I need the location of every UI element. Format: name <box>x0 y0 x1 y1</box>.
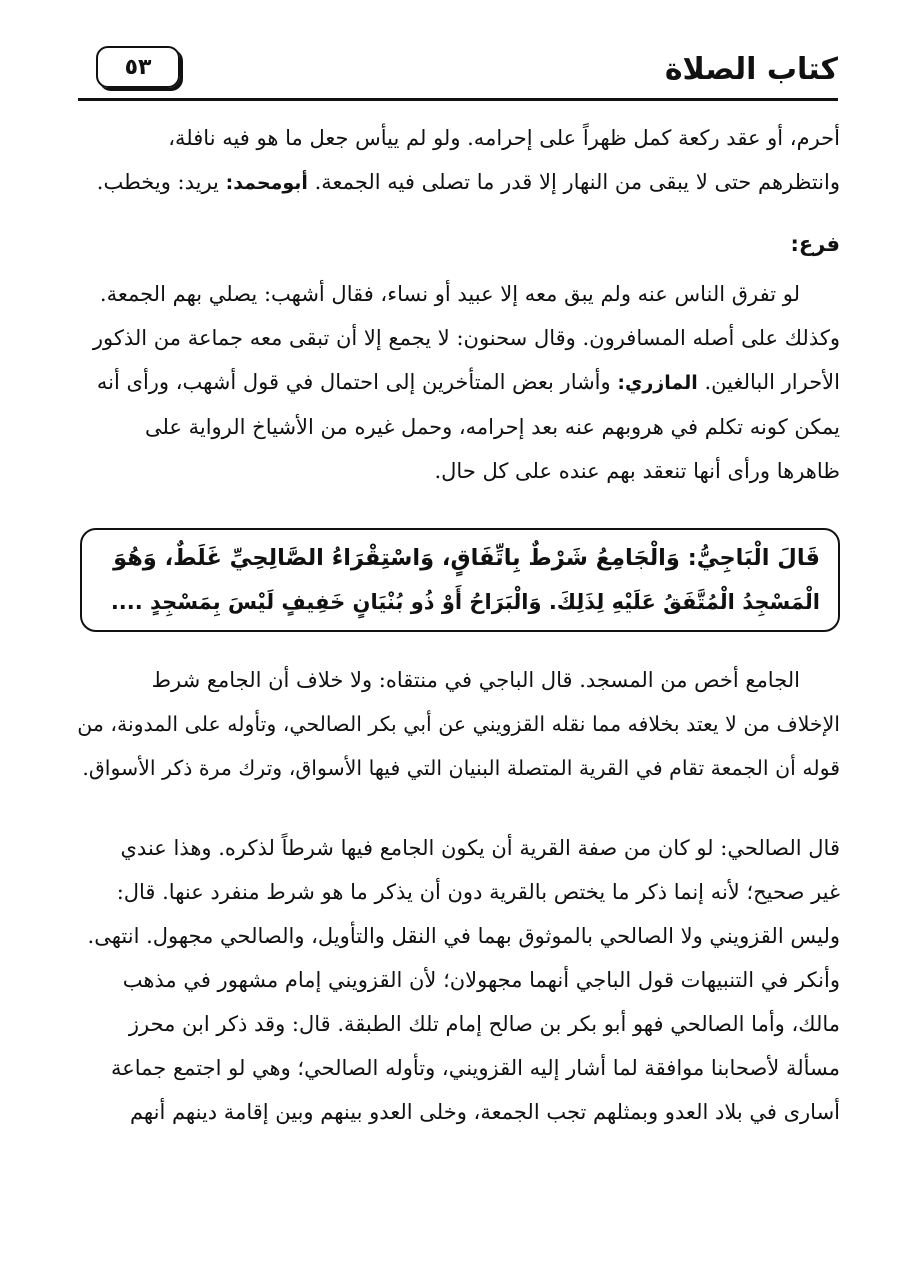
text-segment: الأحرار البالغين. <box>704 370 840 394</box>
text-segment: يريد: ويخطب. <box>96 170 219 194</box>
chapter-title: كتاب الصلاة <box>664 52 838 87</box>
text-line: وكذلك على أصله المسافرون. وقال سحنون: لا يجمع إلا أن تبقى معه جماعة من الذكور <box>92 326 840 350</box>
text-line: أسارى في بلاد العدو وبمثلهم تجب الجمعة، وخلى العدو بينهم وبين إقامة دينهم أنهم <box>129 1100 840 1124</box>
text-line: غير صحيح؛ لأنه إنما ذكر ما يختص بالقرية دون أن يذكر ما هو شرط منفرد عنها. قال: <box>116 880 840 904</box>
text-line: أحرم، أو عقد ركعة كمل ظهراً على إحرامه. ولو لم ييأس جعل ما هو فيه نافلة، <box>168 126 840 150</box>
page-number: ٥٣ <box>124 54 152 80</box>
text-segment: وأشار بعض المتأخرين إلى احتمال في قول أشهب، ورأى أنه <box>96 370 611 394</box>
header-divider <box>78 98 838 101</box>
speaker-name: أبومحمد: <box>225 172 308 194</box>
paragraph-3 <box>74 658 840 790</box>
text-line: ظاهرها ورأى أنها تنعقد بهم عنده على كل حال. <box>434 459 840 483</box>
matn-line: الْمَسْجِدُ الْمُتَّفَقُ عَلَيْهِ لِذَلِكَ. وَالْبَرَاحُ أَوْ ذُو بُنْيَانٍ خَفِيفٍ لَيْسَ بِمَسْجِدٍ .... <box>110 590 820 614</box>
text-line: وليس القزويني ولا الصالحي بالموثوق بهما في النقل والتأويل، والصالحي مجهول. انتهى. <box>87 924 840 948</box>
text-line: وأنكر في التنبيهات قول الباجي أنهما مجهولان؛ لأن القزويني إمام مشهور في مذهب <box>122 968 840 992</box>
text-line: لو تفرق الناس عنه ولم يبق معه إلا عبيد أو نساء، فقال أشهب: يصلي بهم الجمعة. <box>99 282 800 306</box>
paragraph-4 <box>74 826 840 1134</box>
text-line: قال الصالحي: لو كان من صفة القرية أن يكون الجامع فيها شرطاً لذكره. وهذا عندي <box>120 836 840 860</box>
page-number-badge <box>96 46 180 88</box>
text-line <box>74 360 840 405</box>
text-line: يمكن كونه تكلم في هروبهم عنه بعد إحرامه، وحمل غيره من الأشياخ الرواية على <box>144 415 840 439</box>
matn-line: قَالَ الْبَاجِيُّ: وَالْجَامِعُ شَرْطٌ بِاتِّفَاقٍ، وَاسْتِقْرَاءُ الصَّالِحِيِّ غَلَطٌ، وَهُوَ <box>113 545 820 571</box>
text-line: الإخلاف من لا يعتد بخلافه مما نقله القزويني عن أبي بكر الصالحي، وتأوله على المدونة، من <box>77 712 840 736</box>
text-line: قوله أن الجمعة تقام في القرية المتصلة البنيان التي فيها الأسواق، وترك مرة ذكر الأسواق. <box>82 756 840 780</box>
speaker-name: المازري: <box>617 372 698 394</box>
section-heading: فرع: <box>790 232 840 256</box>
text-line <box>74 160 840 205</box>
text-line: مالك، وأما الصالحي فهو أبو بكر بن صالح إمام تلك الطبقة. قال: وقد ذكر ابن محرز <box>128 1012 840 1036</box>
paragraph-1 <box>74 116 840 205</box>
paragraph-2 <box>74 272 840 493</box>
text-segment: وانتظرهم حتى لا يبقى من النهار إلا قدر ما تصلى فيه الجمعة. <box>314 170 840 194</box>
matn-box <box>80 528 840 632</box>
text-line: مسألة لأصحابنا موافقة لما أشار إليه القزويني، وتأوله الصالحي؛ وهي لو اجتمع جماعة <box>110 1056 840 1080</box>
text-line: الجامع أخص من المسجد. قال الباجي في منتقاه: ولا خلاف أن الجامع شرط <box>151 668 800 692</box>
page-header <box>78 40 838 102</box>
